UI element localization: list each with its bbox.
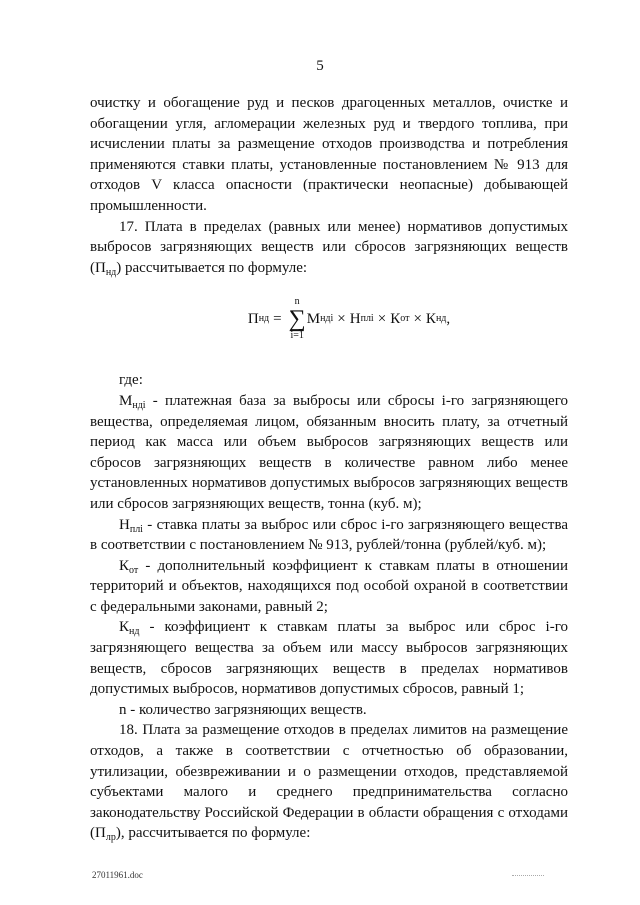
paragraph-18-text-before: 18. Плата за размещение отходов в пределах лимитов на размещение отходов, а также в соответствии с отчетностью об образовании, утилизации, обезвреживании и о размещении отходов, представляемой субъектами малого и среднего предпринимательства согласно законодательству Российской Федерации в области обращения с отходами (П xyxy=(90,722,568,842)
definition-m-subscript: ндi xyxy=(132,399,146,411)
paragraph-17-text-before: 17. Плата в пределах (равных или менее) нормативов допустимых выбросов загрязняющих веществ или сбросов загрязняющих веществ (П xyxy=(90,218,568,276)
footer-filename: 27011961.doc xyxy=(92,870,143,880)
paragraph-17 xyxy=(90,217,568,279)
definition-n xyxy=(90,515,568,556)
formula-times-2: × xyxy=(377,310,387,327)
paragraph-18-subscript: лр xyxy=(105,832,116,844)
formula-n: Н xyxy=(349,310,361,327)
paragraph-18 xyxy=(90,720,568,844)
document-body xyxy=(90,93,568,844)
paragraph-continuation: очистку и обогащение руд и песков драгоценных металлов, очистке и обогащении угля, агломерации железных руд и твердого топлива, при исчислении платы за размещение отходов производства и потребления применяются ставки платы, установленные постановлением № 913 для отходов V класса опасности (практически неопасные) добывающей промышленности. xyxy=(90,95,568,214)
definition-k-ot-symbol: К xyxy=(119,557,130,574)
definition-m xyxy=(90,391,568,515)
formula-sum xyxy=(289,296,306,342)
formula-k2: К xyxy=(425,310,436,327)
definition-k-ot-subscript: от xyxy=(129,564,139,576)
definition-k-ot xyxy=(90,556,568,618)
where-label: где: xyxy=(119,372,143,389)
definition-m-text: - платежная база за выбросы или сбросы i-го загрязняющего вещества, определяемая лицом, обязанным вносить плату, за отчетный период как масса или объем выбросов загрязняющих веществ или сбросов загрязняющих веществ в количестве равном либо менее установленных нормативов допустимых выбросов загрязняющих веществ или сбросов загрязняющих веществ, тонна (куб. м); xyxy=(90,392,568,512)
formula-m: М xyxy=(306,310,321,327)
formula-end: , xyxy=(446,310,451,327)
definition-n-subscript: плi xyxy=(129,523,143,535)
definition-k-ot-text: - дополнительный коэффициент к ставкам платы в отношении территорий и объектов, находящихся под особой охраной в соответствии с федеральными законами, равный 2; xyxy=(90,557,568,615)
definition-count: n - количество загрязняющих веществ. xyxy=(119,701,367,718)
definition-k-nd xyxy=(90,617,568,699)
sigma-symbol: ∑ xyxy=(288,306,306,333)
formula-block xyxy=(90,278,568,360)
formula-times-1: × xyxy=(337,310,346,327)
definition-k-nd-symbol: К xyxy=(119,619,130,636)
sum-lower-limit: i=1 xyxy=(290,330,304,342)
paragraph-18-text-after: ), рассчитывается по формуле: xyxy=(115,825,311,842)
definition-n-symbol: Н xyxy=(119,516,130,533)
footer-mark xyxy=(512,872,544,876)
formula: П нд = n ∑ i=1 М ндi × Н плi × К от × К нд , xyxy=(247,296,451,342)
formula-equals: = xyxy=(273,310,282,327)
page-number: 5 xyxy=(316,58,324,74)
sum-upper-limit: n xyxy=(294,296,300,308)
formula-times-3: × xyxy=(413,310,422,327)
definition-n-text: - ставка платы за выброс или сброс i-го загрязняющего вещества в соответствии с постановлением № 913, рублей/тонна (рублей/куб. м); xyxy=(90,516,568,554)
definition-m-symbol: М xyxy=(119,392,133,409)
definition-k-nd-text: - коэффициент к ставкам платы за выброс или сброс i-го загрязняющего вещества за объем или массу выбросов загрязняющих веществ, сбросов загрязняющих веществ в пределах нормативов допустимых выбросов, нормативов допустимых сбросов, равный 1; xyxy=(90,619,568,698)
paragraph-17-subscript: нд xyxy=(105,266,117,278)
formula-k1: К xyxy=(390,310,401,327)
definition-k-nd-subscript: нд xyxy=(129,626,140,638)
formula-lhs: П xyxy=(247,310,259,327)
paragraph-17-text-after: ) рассчитывается по формуле: xyxy=(116,259,308,276)
